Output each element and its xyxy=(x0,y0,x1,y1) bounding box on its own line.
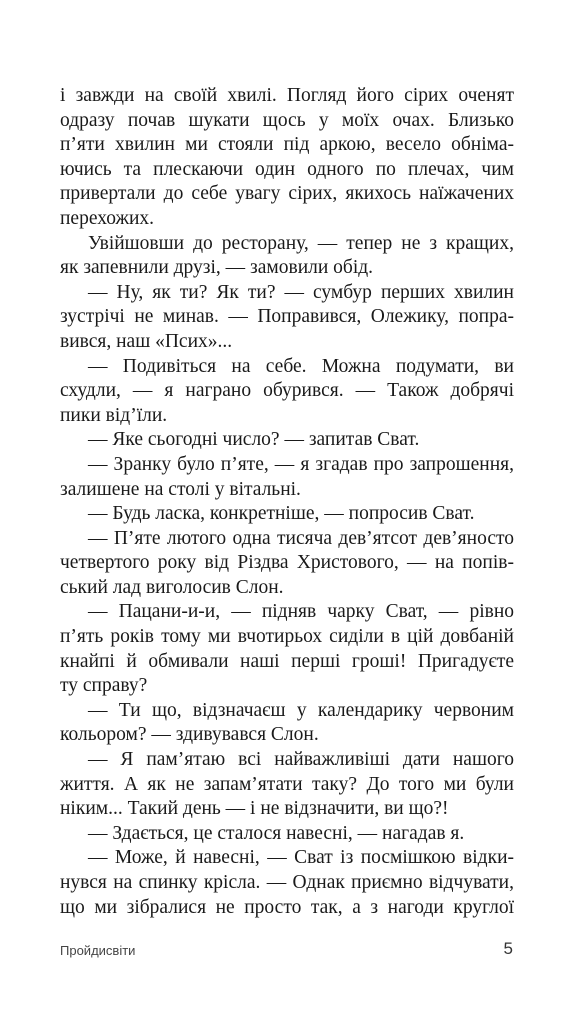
text-line: нувся на спинку крісла. — Однак приємно відчувати, xyxy=(60,872,514,893)
text-line: схудли, — я награно обурився. — Також добрячі xyxy=(60,380,514,402)
text-line: — Подивіться на себе. Можна подумати, ви xyxy=(88,355,514,377)
text-line: вився, наш «Псих»... xyxy=(60,330,233,352)
text-line: ту справу? xyxy=(60,675,148,697)
running-footer-title: Пройдисвіти xyxy=(60,943,136,958)
text-line: — Я пам’ятаю всі найважливіші дати нашого xyxy=(88,749,514,771)
text-line: і завжди на своїй хвилі. Погляд його сірих оченят xyxy=(60,85,514,106)
text-line: що ми зібралися не просто так, а з нагоди круглої xyxy=(60,896,514,918)
text-line: привертали до себе увагу сірих, якихось наїжачених xyxy=(60,183,514,205)
text-line: залишене на столі у вітальні. xyxy=(60,478,301,500)
text-line: пики від’їли. xyxy=(60,404,168,426)
text-line: п’яти хвилин ми стояли під аркою, весело обніма- xyxy=(60,134,514,156)
text-line: — Ну, як ти? Як ти? — сумбур перших хвилин xyxy=(88,281,514,303)
text-line: ючись та плескаючи один одного по плечах, чим xyxy=(60,158,514,180)
text-line: зустрічі не минав. — Поправився, Олежику, попра- xyxy=(60,306,514,328)
text-line: одразу почав шукати щось у моїх очах. Близько xyxy=(60,109,514,131)
text-line: кольором? — здивувався Слон. xyxy=(60,724,319,746)
text-line: кнайпі й обмивали наші перші гроші! Пригадуєте xyxy=(60,650,514,672)
text-line: — Пацани-и-и, — підняв чарку Сват, — рівно xyxy=(88,601,514,623)
text-line: — Зранку було п’яте, — я згадав про запрошення, xyxy=(88,453,514,475)
text-line: життя. А як не запам’ятати таку? До того ми були xyxy=(60,773,514,795)
text-line: п’ять років тому ми вчотирьох сиділи в цій довбаній xyxy=(60,626,514,648)
text-line: — Здається, це сталося навесні, — нагадав я. xyxy=(88,822,465,844)
text-line: — Яке сьогодні число? — запитав Сват. xyxy=(88,429,420,451)
text-line: — П’яте лютого одна тисяча дев’ятсот дев’яносто xyxy=(88,527,514,549)
text-line: перехожих. xyxy=(60,207,155,229)
text-line: Увійшовши до ресторану, — тепер не з кращих, xyxy=(88,232,514,254)
text-line: ський лад виголосив Слон. xyxy=(60,576,284,598)
text-line: — Будь ласка, конкретніше, — попросив Сват. xyxy=(88,503,475,525)
text-line: ніким... Такий день — і не відзначити, ви що?! xyxy=(60,798,449,820)
text-line: четвертого року від Різдва Христового, — на попів- xyxy=(60,552,514,574)
page-number: 5 xyxy=(503,939,513,958)
body-text xyxy=(60,84,514,920)
text-line: — Ти що, відзначаєш у календарику червоним xyxy=(88,699,514,721)
text-line: як запевнили друзі, — замовили обід. xyxy=(60,257,374,279)
text-line: — Може, й навесні, — Сват із посмішкою відки- xyxy=(88,847,514,869)
